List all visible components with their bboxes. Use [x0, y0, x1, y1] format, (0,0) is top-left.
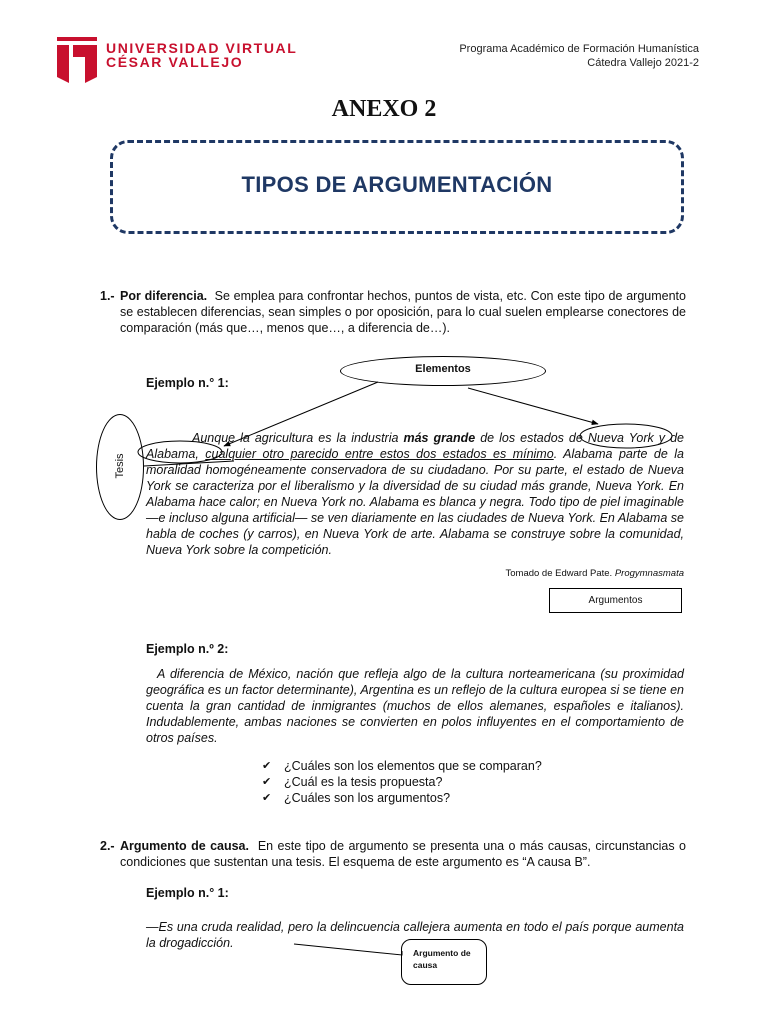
section-2-number: 2.- [100, 839, 115, 853]
example-1-part-5: . Alabama parte de la moralidad homogéneamente conservadora de su ciudadano. Por su parte, el estado de Nueva York se caracteriza por el liberalismo y la diversidad de su ciudad más grande, Nueva York. En Alabama hace calor; en Nueva York no. Alabama es blanca y negra. Todo tipo de piel imaginable —e incluso alguna artificial— se ven diariamente en las ciudades de Nueva York. En Alabama se habla de coches (y carros), en Nueva York de arte. Alabama se construye sobre la comunidad, Nueva York sobre la competición. [146, 447, 685, 557]
example-1-thesis-underlined: cualquier otro parecido entre estos dos estados es mínimo [205, 447, 554, 461]
logo-line-1: UNIVERSIDAD VIRTUAL [106, 40, 298, 56]
section-2-text: En este tipo de argumento se presenta una o más causas, circunstancias o condiciones que sustentan una tesis. El esquema de este argumento es “A causa B”. [120, 839, 686, 869]
elementos-annotation-label: Elementos [415, 363, 471, 375]
logo-line-2: CÉSAR VALLEJO [106, 54, 244, 70]
causa-box-line-1: Argumento de [413, 948, 471, 958]
example-1-part-2: de los estados de [475, 431, 588, 445]
new-york-circle [580, 424, 672, 448]
example-1-new-york: Nueva York [587, 431, 654, 445]
elementos-arrow-left [224, 382, 378, 446]
program-name: Programa Académico de Formación Humanística [459, 43, 699, 55]
section-2-heading: Argumento de causa. [120, 839, 249, 853]
section-1-heading: Por diferencia. [120, 289, 208, 303]
example-1-bold: más grande [403, 431, 476, 445]
question-item: ✔ ¿Cuáles son los elementos que se comparan? [262, 759, 542, 773]
section-1-example-2-label: Ejemplo n.º 2: [146, 642, 229, 656]
check-icon: ✔ [262, 776, 272, 788]
section-1-example-1-label: Ejemplo n.° 1: [146, 376, 229, 390]
causa-box-line-2: causa [413, 960, 438, 970]
question-item: ✔ ¿Cuáles son los argumentos? [262, 791, 451, 805]
check-icon: ✔ [262, 760, 272, 772]
tesis-annotation-label: Tesis [114, 453, 126, 479]
causa-pointer [294, 944, 402, 955]
page-title: TIPOS DE ARGUMENTACIÓN [241, 172, 553, 197]
example-1-part-3: y de [653, 431, 684, 445]
section-1-text: Se emplea para confrontar hechos, puntos de vista, etc. Con este tipo de argumento se establecen diferencias, sean simples o por oposición, para lo cual suelen emplearse conectores de comparación (más que…, menos que…, a diferencia de…). [120, 289, 686, 335]
section-1-number: 1.- [100, 289, 115, 303]
annex-heading: ANEXO 2 [331, 96, 437, 122]
example-1-part-4: , [195, 447, 206, 461]
example-2-text: A diferencia de México, nación que refleja algo de la cultura norteamericana (su proximidad geográfica es un factor determinante), Argentina es un reflejo de la cultura europea si se tiene en cuenta la gran cantidad de inmigrantes (muchos de ellos alemanes, españoles e italianos). Indudablemente, ambas naciones se convierten en polos influyentes en el comportamiento de otros países. [146, 667, 684, 745]
source-prefix: Tomado de Edward Pate. [505, 568, 615, 579]
section-2-example-1-text: —Es una cruda realidad, pero la delincuencia callejera aumenta en todo el país porque aumenta la drogadicción. [146, 920, 684, 950]
question-item: ✔ ¿Cuál es la tesis propuesta? [262, 775, 443, 789]
chair-name: Cátedra Vallejo 2021-2 [587, 57, 699, 69]
example-1-part-1: Aunque la agricultura es la industria [192, 431, 404, 445]
check-icon: ✔ [262, 792, 272, 804]
elementos-arrow-right [468, 388, 598, 424]
alabama-circle [138, 441, 222, 463]
example-1-alabama: Alabama [146, 447, 196, 461]
section-2-example-1-label: Ejemplo n.° 1: [146, 886, 229, 900]
source-title: Progymnasmata [614, 568, 684, 579]
argumentos-box: Argumentos [549, 588, 682, 613]
